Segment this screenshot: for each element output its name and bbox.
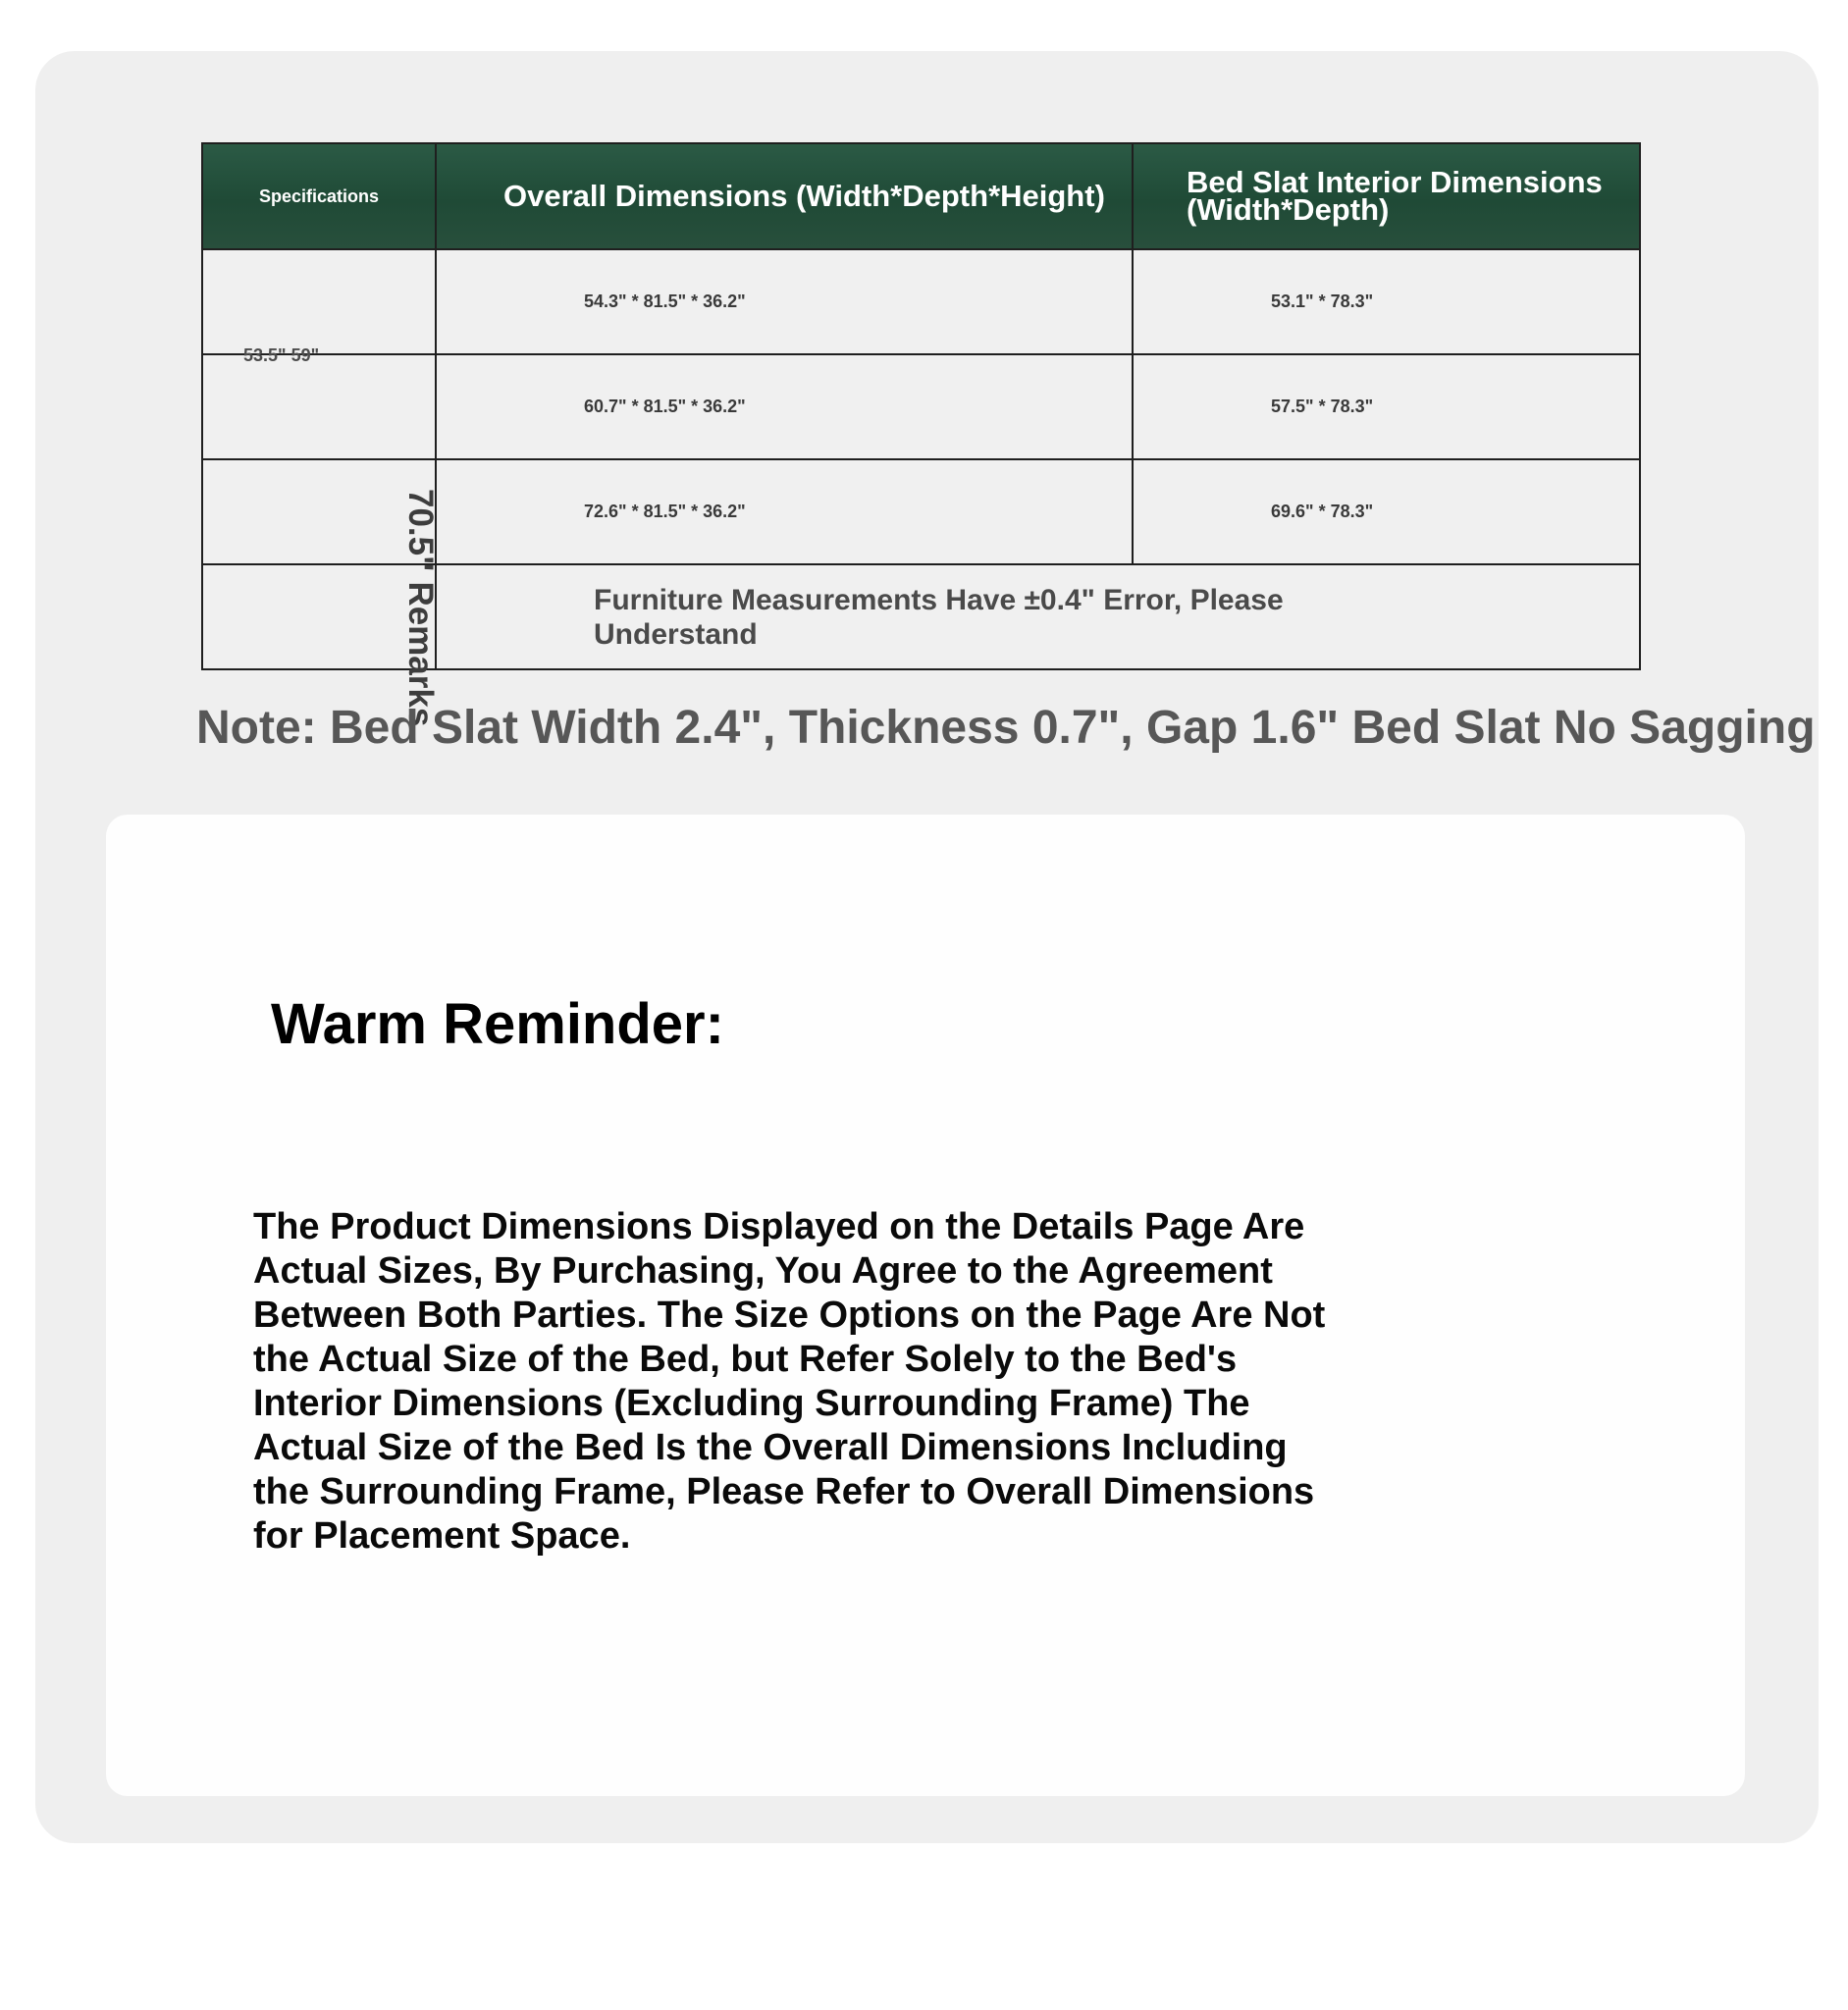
overall-cell [436,354,1133,459]
table-header-row [202,143,1640,249]
slat-cell [1133,354,1640,459]
slat-cell [1133,459,1640,564]
overall-value: 54.3" * 81.5" * 36.2" [584,291,746,311]
overall-value: 72.6" * 81.5" * 36.2" [584,502,746,521]
spec-cell [202,249,436,354]
header-overall-dimensions [436,143,1133,249]
slat-value: 53.1" * 78.3" [1271,291,1374,311]
overall-value: 60.7" * 81.5" * 36.2" [584,397,746,416]
table-row [202,354,1640,459]
header-overall-label: Overall Dimensions (Width*Depth*Height) [503,179,1105,213]
overall-cell [436,459,1133,564]
table-row [202,249,1640,354]
reminder-body: The Product Dimensions Displayed on the Details Page Are Actual Sizes, By Purchasing, You Agree to the Agreement Between Both Parties. The Size Options on the Page Are Not the Actual Size of the Bed, but Refer Solely to the Bed's Interior Dimensions (Excluding Surrounding Frame) The Actual Size of the Bed Is the Overall Dimensions Including the Surrounding Frame, Please Refer to Overall Dimensions for Placement Space. [253,1206,1326,1557]
remarks-cell [436,564,1640,669]
slat-cell [1133,249,1640,354]
overall-cell [436,249,1133,354]
vertical-remarks-label: 70.5" Remarks [401,489,440,727]
remarks-text: Furniture Measurements Have ±0.4" Error, Please Understand [594,583,1284,651]
header-slat-dimensions [1133,143,1640,249]
spec-size-label: 53.5" 59" [243,345,320,365]
slat-value: 69.6" * 78.3" [1271,502,1374,521]
header-specifications: Specifications [202,143,436,249]
spec-cell [202,354,436,459]
reminder-title: Warm Reminder: [271,992,724,1056]
header-slat-label: Bed Slat Interior Dimensions (Width*Depth) [1187,165,1603,227]
slat-value: 57.5" * 78.3" [1271,397,1374,416]
reminder-card [106,815,1745,1796]
bed-slat-note: Note: Bed Slat Width 2.4", Thickness 0.7", Gap 1.6" Bed Slat No Sagging [196,702,1816,754]
